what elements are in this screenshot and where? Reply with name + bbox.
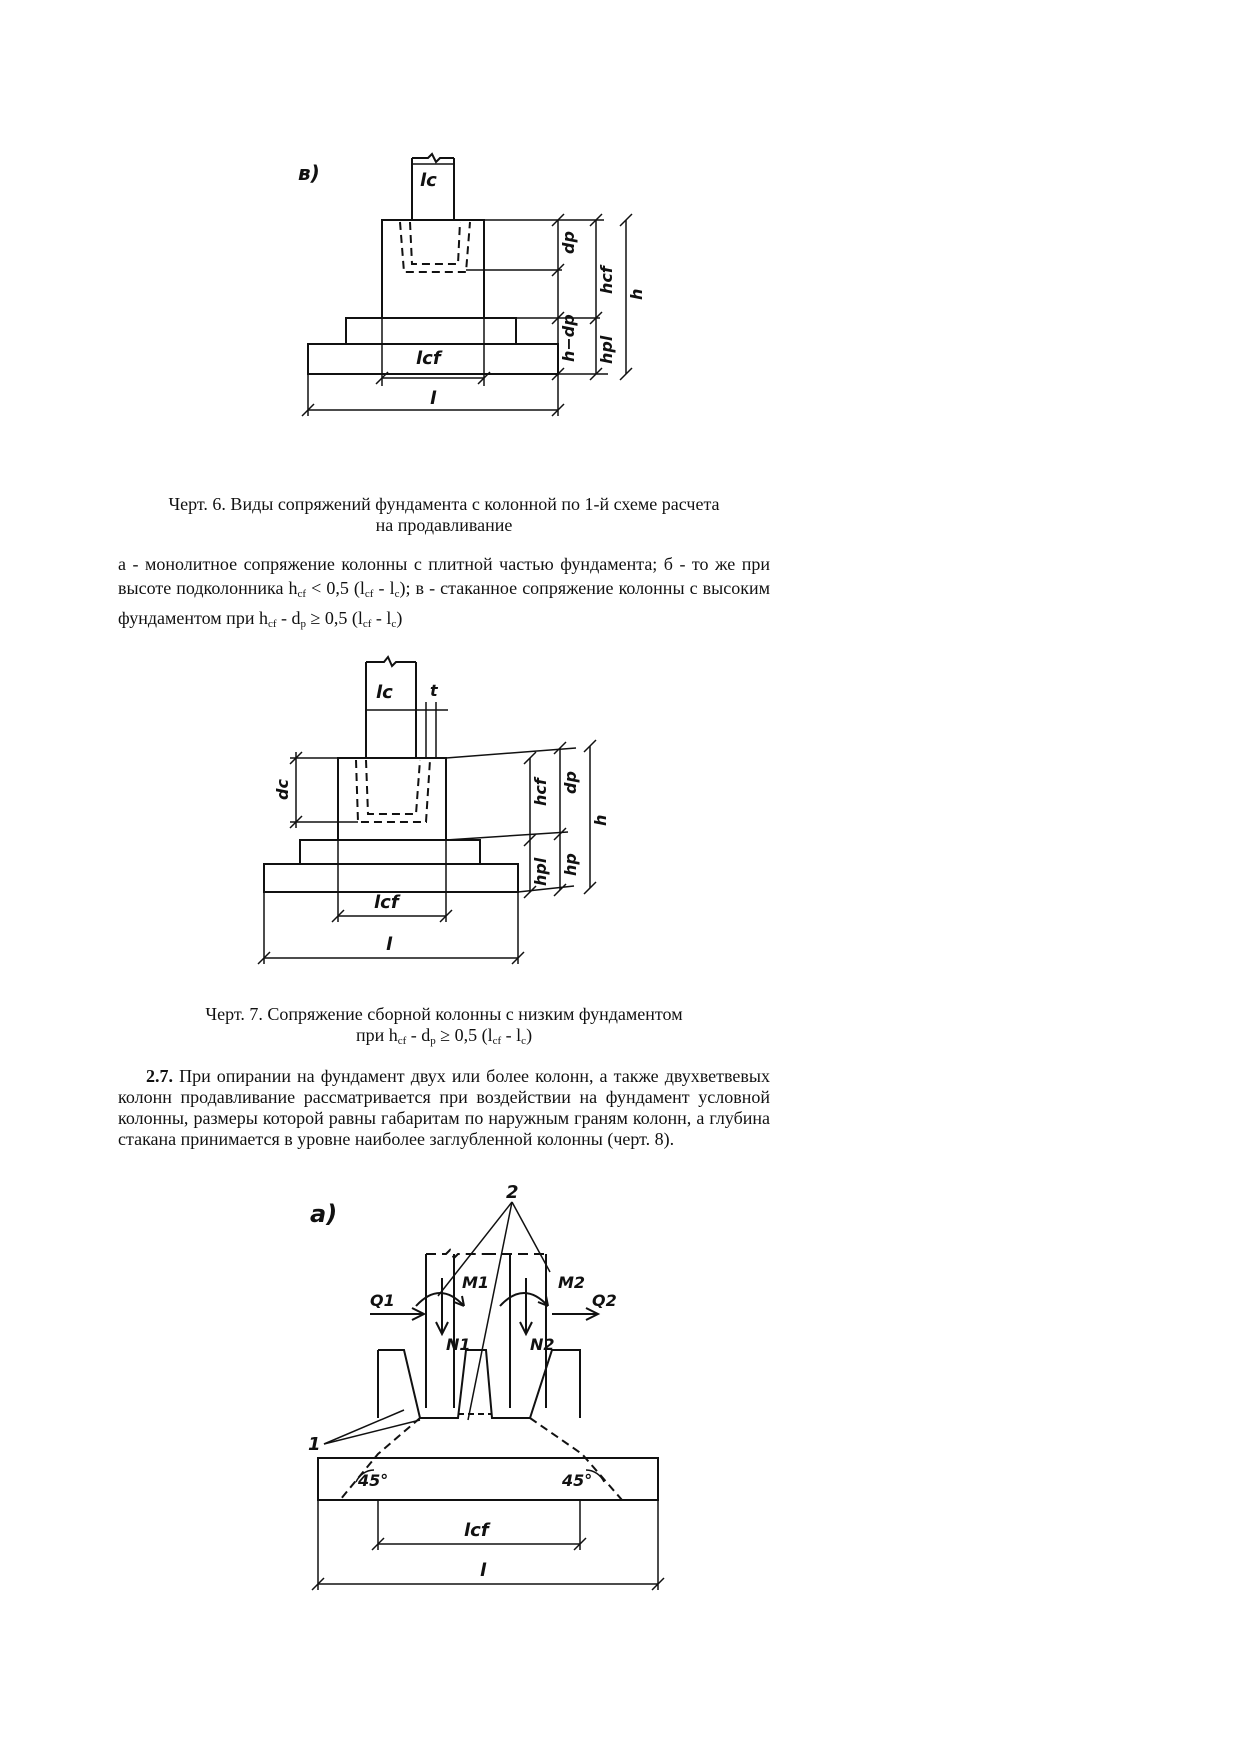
caption-text: при h — [355, 1025, 398, 1045]
figure-6-legend — [118, 552, 770, 636]
force-Q1: Q1 — [370, 1291, 395, 1310]
dim-hcf: hcf — [531, 778, 550, 806]
legend-text: - l — [373, 578, 395, 598]
dim-hpl: hpl — [597, 335, 616, 364]
dim-h-minus-dp: h−dp — [559, 314, 578, 362]
figure-7-drawing — [250, 650, 650, 980]
legend-sub: p — [300, 618, 306, 630]
section-number: 2.7. — [146, 1066, 173, 1086]
figure-7-caption — [118, 1004, 770, 1052]
figure-6-caption — [118, 494, 770, 536]
legend-text: а - монолитное сопряжение колонны с плитной частью фундамента; б - то же при высоте подколонника h — [118, 554, 770, 598]
caption-sub: cf — [397, 1035, 407, 1047]
legend-sub: cf — [362, 618, 372, 630]
force-Q2: Q2 — [592, 1291, 617, 1310]
legend-sub: cf — [267, 618, 277, 630]
dim-t: t — [430, 681, 438, 700]
caption-sub: c — [521, 1035, 527, 1047]
legend-text: ); в - стаканное сопряжение колонны с высоким фундаментом при h — [118, 578, 770, 628]
moment-M2: M2 — [558, 1273, 586, 1292]
dim-hp: hp — [561, 853, 580, 876]
legend-sub: cf — [297, 588, 307, 600]
panel-label: в) — [298, 161, 320, 185]
dim-lcf: lcf — [374, 892, 399, 913]
legend-sub: c — [391, 618, 397, 630]
moment-M1: M1 — [462, 1273, 490, 1292]
callout-1: 1 — [308, 1434, 321, 1455]
figure-6-drawing — [270, 150, 690, 480]
dim-lc: lc — [420, 170, 437, 191]
angle-right: 45° — [562, 1471, 593, 1490]
dim-l: l — [430, 388, 437, 409]
panel-label: а) — [310, 1200, 338, 1228]
dim-hpl: hpl — [531, 857, 550, 886]
legend-text: - d — [276, 608, 301, 628]
legend-text: - l — [371, 608, 392, 628]
legend-text: ) — [396, 608, 403, 628]
caption-text: ≥ 0,5 (l — [435, 1025, 493, 1045]
dim-h: h — [627, 288, 646, 300]
figure-6-caption-line2: на продавливание — [375, 515, 513, 535]
force-N1: N1 — [446, 1335, 471, 1354]
caption-text: ) — [526, 1025, 533, 1045]
dim-h: h — [591, 814, 610, 826]
force-N2: N2 — [530, 1335, 555, 1354]
dim-hcf: hcf — [597, 266, 616, 294]
callout-2: 2 — [506, 1182, 519, 1203]
caption-text: - d — [406, 1025, 431, 1045]
figure-8-drawing — [300, 1182, 680, 1602]
section-text: При опирании на фундамент двух или более колонн, а также двухветвевых колонн продавливание рассматривается при воздействии на фундамент условной колонны, размеры которой равны габаритам по наружным граням колонн, а глубина стакана принимается в уровне наиболее заглубленной колонны (черт. 8). — [118, 1066, 770, 1149]
dim-lcf: lcf — [464, 1520, 489, 1541]
figure-6-caption-line1: Черт. 6. Виды сопряжений фундамента с колонной по 1-й схеме расчета — [168, 494, 720, 514]
dim-l: l — [480, 1560, 487, 1581]
figure-7-caption-line1: Черт. 7. Сопряжение сборной колонны с низким фундаментом — [205, 1004, 683, 1024]
legend-text: < 0,5 (l — [306, 578, 365, 598]
dim-dc: dc — [273, 779, 292, 800]
dim-lc: lc — [376, 682, 393, 703]
legend-text: ≥ 0,5 (l — [306, 608, 363, 628]
caption-sub: cf — [492, 1035, 502, 1047]
dim-dp: dp — [559, 231, 578, 254]
caption-sub: p — [430, 1035, 436, 1047]
section-2-7-paragraph — [118, 1066, 770, 1150]
legend-sub: c — [394, 588, 400, 600]
dim-l: l — [386, 934, 393, 955]
dim-lcf: lcf — [416, 348, 441, 369]
legend-sub: cf — [364, 588, 374, 600]
figure-7-caption-line2 — [118, 1025, 770, 1052]
angle-left: 45° — [358, 1471, 389, 1490]
dim-dp: dp — [561, 771, 580, 794]
caption-text: - l — [501, 1025, 522, 1045]
